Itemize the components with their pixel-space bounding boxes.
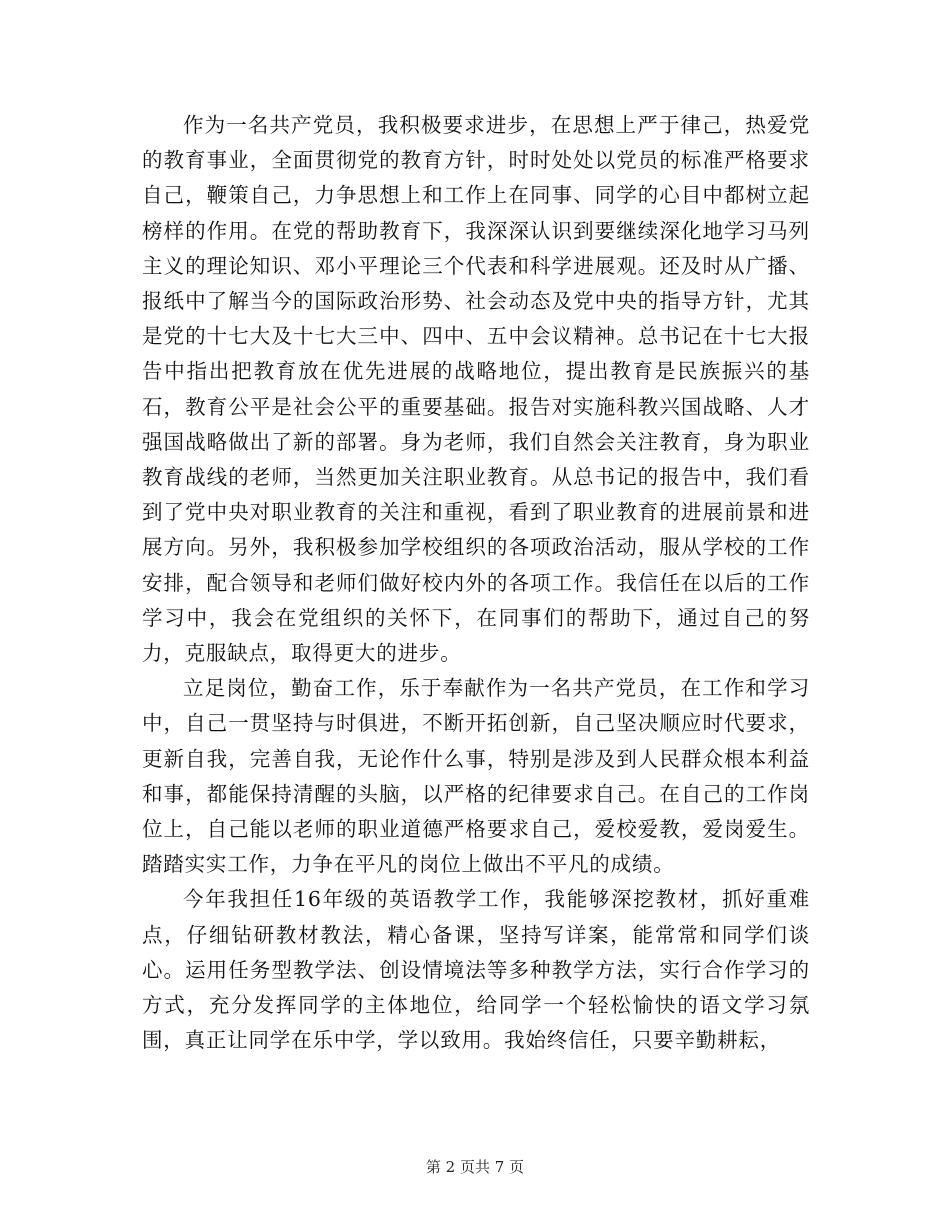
paragraph-2: 立足岗位，勤奋工作，乐于奉献作为一名共产党员，在工作和学习中，自己一贯坚持与时俱进，不断开拓创新，自己坚决顺应时代要求，更新自我，完善自我，无论作什么事，特别是涉及到人民群众根本利益和事，都能保持清醒的头脑，以严格的纪律要求自己。在自己的工作岗位上，自己能以老师的职业道德严格要求自己，爱校爱教，爱岗爱生。踏踏实实工作，力争在平凡的岗位上做出不平凡的成绩。 (142, 676, 810, 877)
page-number-footer: 第 2 页共 7 页 (425, 1158, 525, 1176)
paragraph-3: 今年我担任16年级的英语教学工作，我能够深挖教材，抓好重难点，仔细钻研教材教法，精心备课，坚持写详案，能常常和同学们谈心。运用任务型教学法、创设情境法等多种教学方法，实行合作学习的方式，充分发挥同学的主体地位，给同学一个轻松愉快的语文学习氛围，真正让同学在乐中学，学以致用。我始终信任，只要辛勤耕耘， (142, 887, 810, 1053)
document-body (142, 108, 810, 1058)
paragraph-1: 作为一名共产党员，我积极要求进步，在思想上严于律己，热爱党的教育事业，全面贯彻党的教育方针，时时处处以党员的标准严格要求自己，鞭策自己，力争思想上和工作上在同事、同学的心目中都树立起榜样的作用。在党的帮助教育下，我深深认识到要继续深化地学习马列主义的理论知识、邓小平理论三个代表和科学进展观。还及时从广播、报纸中了解当今的国际政治形势、社会动态及党中央的指导方针，尤其是党的十七大及十七大三中、四中、五中会议精神。总书记在十七大报告中指出把教育放在优先进展的战略地位，提出教育是民族振兴的基石，教育公平是社会公平的重要基础。报告对实施科教兴国战略、人才强国战略做出了新的部署。身为老师，我们自然会关注教育，身为职业教育战线的老师，当然更加关注职业教育。从总书记的报告中，我们看到了党中央对职业教育的关注和重视，看到了职业教育的进展前景和进展方向。另外，我积极参加学校组织的各项政治活动，服从学校的工作安排，配合领导和老师们做好校内外的各项工作。我信任在以后的工作学习中，我会在党组织的关怀下，在同事们的帮助下，通过自己的努力，克服缺点，取得更大的进步。 (142, 113, 810, 666)
